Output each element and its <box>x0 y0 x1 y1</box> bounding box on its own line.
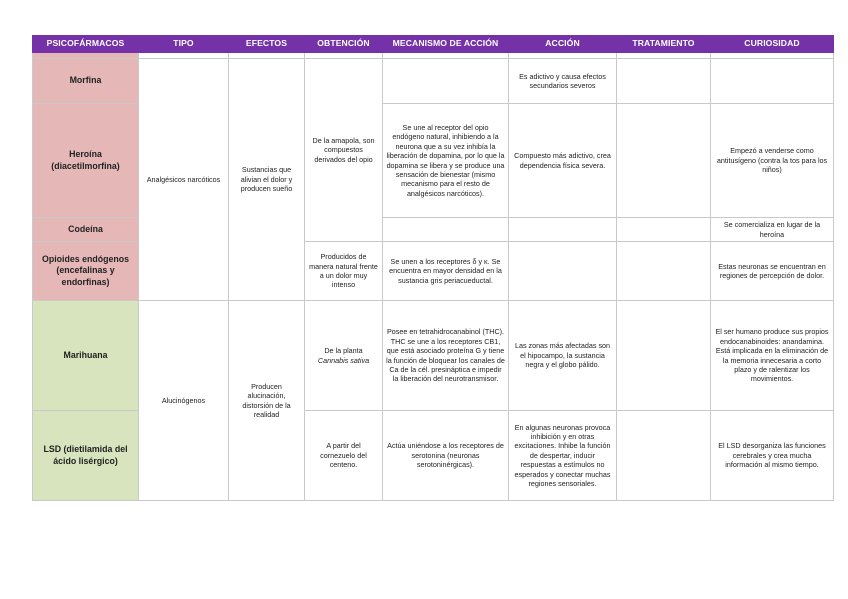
curiosidad-marihuana: El ser humano produce sus propios endocanabinoides: anandamina. Está implicada en la eliminación de la memoria innecesaria a corto plazo y de ralentizar los movimientos. <box>711 301 834 411</box>
table-row-marihuana <box>33 301 834 411</box>
drug-name-lsd: LSD (dietilamida del ácido lisérgico) <box>33 411 139 501</box>
obtencion-marihuana-species: Cannabis sativa <box>317 355 370 365</box>
header-obtencion: OBTENCIÓN <box>305 36 383 53</box>
tipo-alucinogenos: Alucinógenos <box>139 301 229 501</box>
accion-lsd: En algunas neuronas provoca inhibición y en otras excitaciones. Inhibe la función de despertar, inducir respuestas a estímulos no esperados y conectar muchas regiones sensoriales. <box>509 411 617 501</box>
accion-morfina: Es adictivo y causa efectos secundarios severos <box>509 59 617 104</box>
header-accion: ACCIÓN <box>509 36 617 53</box>
drug-name-morfina: Morfina <box>33 59 139 104</box>
obtencion-lsd: A partir del cornezuelo del centeno. <box>305 411 383 501</box>
accion-heroina: Compuesto más adictivo, crea dependencia física severa. <box>509 104 617 218</box>
header-curiosidad: CURIOSIDAD <box>711 36 834 53</box>
tratamiento-endogenos <box>617 242 711 301</box>
tratamiento-marihuana <box>617 301 711 411</box>
efectos-alucinogenos: Producen alucinación, distorsión de la realidad <box>229 301 305 501</box>
mecanismo-codeina <box>383 218 509 242</box>
mecanismo-heroina: Se une al receptor del opio endógeno natural, inhibiendo a la neurona que a su vez inhibía la liberación de dopamina, por lo que la dopamina se libera y se produce una sensación de bienestar (mismo mecanismo para el resto de analgésicos narcóticos). <box>383 104 509 218</box>
header-tratamiento: TRATAMIENTO <box>617 36 711 53</box>
mecanismo-lsd: Actúa uniéndose a los receptores de serotonina (neuronas serotoninérgicas). <box>383 411 509 501</box>
tratamiento-codeina <box>617 218 711 242</box>
header-psicofarmacos: PSICOFÁRMACOS <box>33 36 139 53</box>
header-tipo: TIPO <box>139 36 229 53</box>
obtencion-endogenos: Producidos de manera natural frente a un dolor muy intenso <box>305 242 383 301</box>
drug-name-opioides-endogenos: Opioides endógenos (encefalinas y endorfinas) <box>33 242 139 301</box>
mecanismo-endogenos: Se unen a los receptores δ y κ. Se encuentra en mayor densidad en la sustancia gris periacueductal. <box>383 242 509 301</box>
accion-endogenos <box>509 242 617 301</box>
accion-codeina <box>509 218 617 242</box>
tipo-opioides: Analgésicos narcóticos <box>139 59 229 301</box>
psychopharmaceuticals-table <box>32 35 834 501</box>
mecanismo-marihuana: Posee en tetrahidrocanabinol (THC). THC se une a los receptores CB1, que está asociado proteína G y tiene la función de bloquear los canales de Ca de la cél. presináptica e impedir la liberación del neurotransmisor. <box>383 301 509 411</box>
tratamiento-heroina <box>617 104 711 218</box>
obtencion-marihuana-prefix: De la planta <box>324 346 363 356</box>
curiosidad-morfina <box>711 59 834 104</box>
curiosidad-endogenos: Estas neuronas se encuentran en regiones de percepción de dolor. <box>711 242 834 301</box>
drug-name-marihuana: Marihuana <box>33 301 139 411</box>
header-mecanismo: MECANISMO DE ACCIÓN <box>383 36 509 53</box>
mecanismo-morfina <box>383 59 509 104</box>
drug-name-codeina: Codeína <box>33 218 139 242</box>
curiosidad-heroina: Empezó a venderse como antitusígeno (contra la tos para los niños) <box>711 104 834 218</box>
obtencion-amapola: De la amapola, son compuestos derivados del opio <box>305 59 383 242</box>
tratamiento-lsd <box>617 411 711 501</box>
efectos-opioides: Sustancias que alivian el dolor y producen sueño <box>229 59 305 301</box>
curiosidad-codeina: Se comercializa en lugar de la heroína <box>711 218 834 242</box>
drug-name-heroina: Heroína (diacetilmorfina) <box>33 104 139 218</box>
table-row-morfina <box>33 59 834 104</box>
accion-marihuana: Las zonas más afectadas son el hipocampo, la sustancia negra y el globo pálido. <box>509 301 617 411</box>
tratamiento-morfina <box>617 59 711 104</box>
header-row <box>33 36 834 53</box>
header-efectos: EFECTOS <box>229 36 305 53</box>
curiosidad-lsd: El LSD desorganiza las funciones cerebrales y crea mucha información al mismo tiempo. <box>711 411 834 501</box>
obtencion-marihuana <box>305 301 383 411</box>
